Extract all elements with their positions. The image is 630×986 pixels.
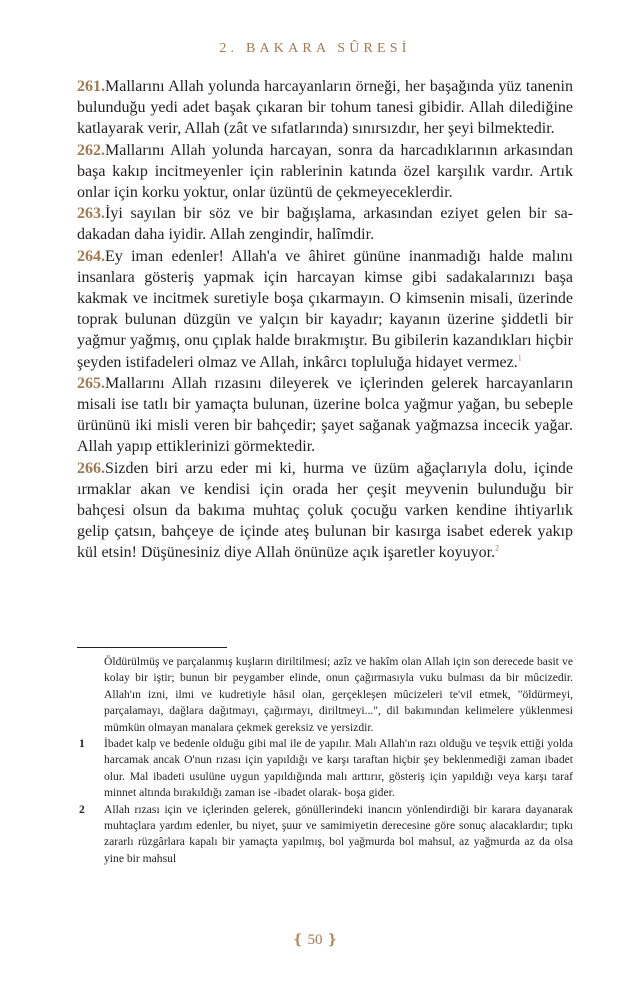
left-ornament-icon: ❴ <box>292 933 304 948</box>
footnote-1 <box>77 736 573 802</box>
right-ornament-icon: ❵ <box>326 933 338 948</box>
verse-text: Ey iman edenler! Allah'a ve âhiret gününe inanmadığı halde malını insanlara gösteriş yapmak için harcayan kimse gibi sadakalarınızı başa kakmak ve incitmek suretiyle boşa çıkarmayın. O kimsenin misali, üzerinde toprak bulunan düzgün ve yalçın bir kayadır; kayanın üzerine şiddetli bir yağmur yağmış, onu çıplak halde bırakmıştır. Bu gibilerin kazandıkları hiçbir şeyden istifadeleri olmaz ve Allah, inkârcı topluluğa hidayet vermez. <box>77 247 573 371</box>
footnote-mark: 1 <box>79 737 85 751</box>
verse-list <box>77 76 573 564</box>
page-number <box>0 932 630 949</box>
verse-266 <box>77 458 573 564</box>
verse-264 <box>77 246 573 373</box>
footnote-text: Allah rızası için ve içlerinden gelerek, gönüllerindeki inancın yönlendirdiği bir karara dayanarak muhtaçlara yardım edenler, bu niyet, şuur ve samimiyetin derecesine göre sonuç alacaklardır; tıpkı zararlı rüzgârlara kapalı bir yamaçta yapılmış, bol yağmurda bol mahsul, az yağmurda az da olsa yine bir mahsul <box>104 802 573 865</box>
footnote-continued <box>77 654 573 736</box>
footnote-2 <box>77 802 573 868</box>
verse-text: Sizden biri arzu eder mi ki, hurma ve üzüm ağaçlarıyla dolu, içinde ırmaklar akan ve kendisi için orada her çeşit meyvenin bulunduğu bir bahçesi olsun da bakıma muhtaç çoluk çocuğu varken kendine ihtiyarlık gelip çatsın, bahçeye de içinde ateş bulunan bir kasırga isabet ederek yakıp kül etsin! Düşünesiniz diye Allah önünüze açık işaretler koyuyor. <box>77 459 573 562</box>
verse-text: Mallarını Allah rızasını dileyerek ve içlerinden gelerek harcayanların misali ise tatlı bir yamaçta bulunan, üzerine bolca yağmur yağan, bu sebeple ürününü iki misli veren bir bahçedir; şayet sağanak yağmazsa incecik yağar. Allah yapıp ettiklerinizi görmektedir. <box>77 374 573 456</box>
footnote-mark: 2 <box>79 802 85 816</box>
footnotes <box>77 654 573 867</box>
verse-number: 262. <box>77 141 105 159</box>
verse-number: 265. <box>77 374 105 392</box>
page-number-value: 50 <box>307 932 323 948</box>
verse-number: 264. <box>77 247 105 265</box>
verse-text: İyi sayılan bir söz ve bir bağışlama, arkasından eziyet gelen bir sadakadan daha iyidir. Allah zengindir, halîmdir. <box>77 205 573 244</box>
verse-number: 261. <box>77 78 105 95</box>
verse-262 <box>77 140 573 204</box>
footnote-text: İbadet kalp ve bedenle olduğu gibi mal ile de yapılır. Malı Allah'ın razı olduğu ve teşvik ettiği yolda harcamak ancak O'nun rızası için yapıldığı ve karşı taraftan hiçbir şey beklenmediği zaman ibadet olur. Mal ibadeti usulüne uygun yapıldığında malı arttırır, gösteriş için yapıldığı veya karşı taraf minnet altında bırakıldığı zaman ise -ibadet olarak- boşa gider. <box>104 737 573 800</box>
footnote-ref[interactable]: 1 <box>517 353 522 363</box>
verse-text: Mallarını Allah yolunda harcayanların örneği, her başağında yüz tanenin bulunduğu yedi adet başak çıkaran bir tohum tanesi gibidir. Allah dilediğine katlayarak verir, Allah (zât ve sıfatlarında) sınırsızdır, her şeyi bilmektedir. <box>77 78 573 138</box>
footnote-ref[interactable]: 2 <box>495 544 500 554</box>
verse-number: 266. <box>77 459 105 477</box>
footnote-text: Öldürülmüş ve parçalanmış kuşların diriltilmesi; azîz ve hakîm olan Allah için son derecede basit ve kolay bir iştir; bunun bir peygamber elinde, onun çağırmasıyla vuku bulması da bir mûcizedir. Allah'ın izni, ilmi ve kudretiyle hâsıl olan, gerçekleşen mûcizeleri te'vil etmek, "öldürmeyi, parçalamayı, dağlara dağıtmayı, çağırmayı, diriltmeyi...", dil bakımından kelimelere yüklenmesi mümkün olmayan manalara çekmek gereksiz ve yersizdir. <box>104 655 573 734</box>
footnote-separator <box>77 647 227 648</box>
verse-261 <box>77 76 573 140</box>
verse-263 <box>77 203 573 245</box>
verse-number: 263. <box>77 205 105 223</box>
verse-text: Mallarını Allah yolunda harcayan, sonra da harcadıklarının arkasından başa kakıp incitmeyenler için rablerinin katında özel karşılık vardır. Artık onlar için korku yoktur, onlar üzüntü de çekmeyeceklerdir. <box>77 141 573 202</box>
running-header: 2. BAKARA SÛRESİ <box>219 41 411 56</box>
verse-265 <box>77 373 573 458</box>
